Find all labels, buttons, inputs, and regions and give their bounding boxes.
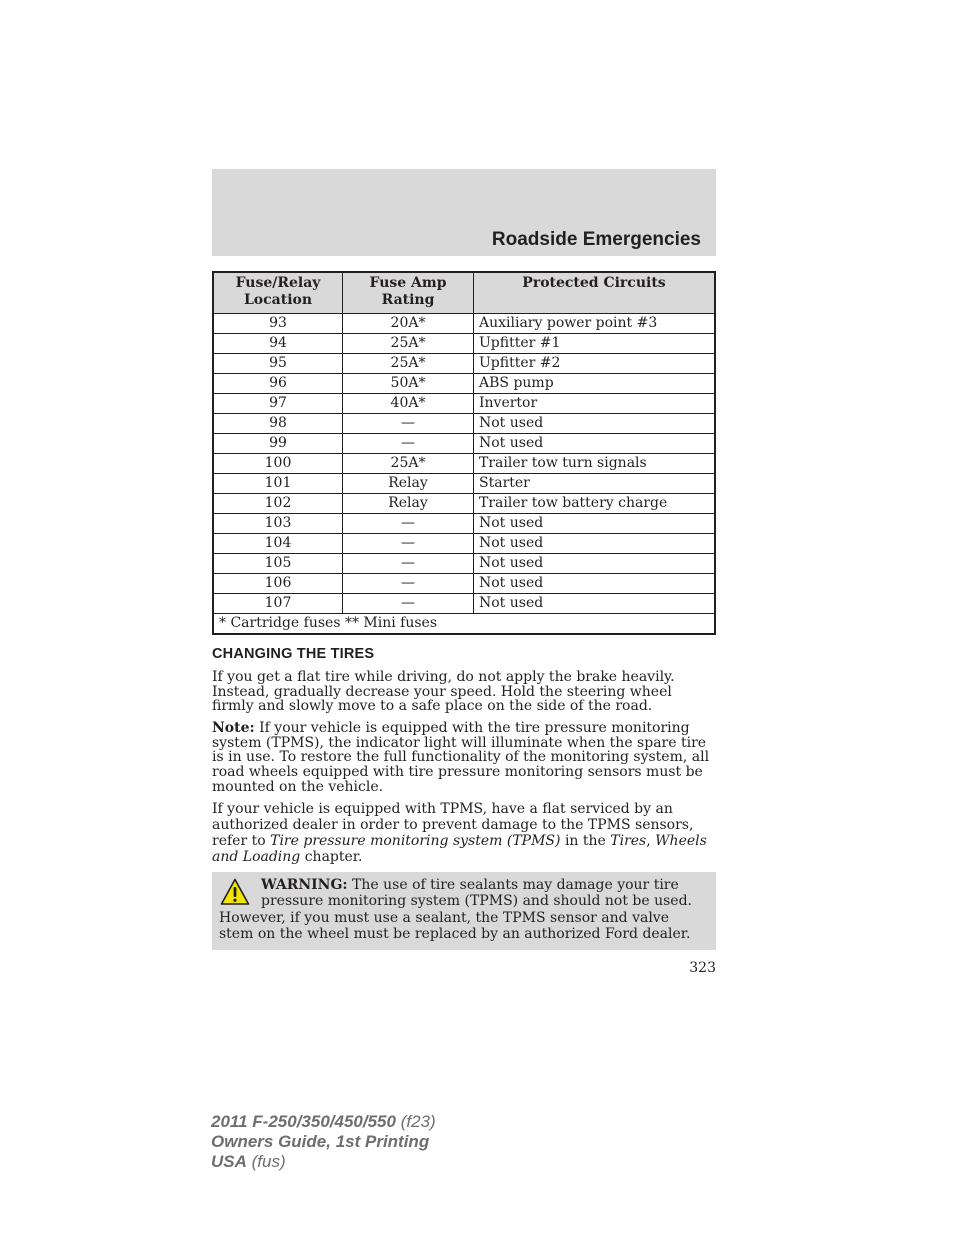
paragraph-tpms-service: If your vehicle is equipped with TPMS, have a flat serviced by an authorized dealer in order to prevent damage to the TPMS sensors, refer to Tire pressure monitoring system (TPMS) in the Tires, Wheels and Loading chapter. bbox=[212, 801, 707, 865]
cell-protected-circuit: Not used bbox=[474, 514, 716, 534]
cell-amp-rating: — bbox=[343, 574, 474, 594]
cell-protected-circuit: Starter bbox=[474, 474, 716, 494]
table-row bbox=[213, 454, 715, 474]
warning-label: WARNING: bbox=[261, 877, 348, 893]
cell-amp-rating: — bbox=[343, 594, 474, 614]
reference-wheels-loading: Wheels and Loading bbox=[212, 833, 707, 865]
cell-protected-circuit: Upfitter #2 bbox=[474, 354, 716, 374]
cell-location: 102 bbox=[213, 494, 343, 514]
table-row bbox=[213, 514, 715, 534]
cell-amp-rating: 40A* bbox=[343, 394, 474, 414]
cell-amp-rating: Relay bbox=[343, 474, 474, 494]
table-row bbox=[213, 414, 715, 434]
table-row bbox=[213, 554, 715, 574]
cell-protected-circuit: Not used bbox=[474, 534, 716, 554]
table-row bbox=[213, 314, 715, 334]
section-header-band bbox=[212, 169, 716, 256]
cell-amp-rating: — bbox=[343, 434, 474, 454]
column-header-protected-circuits: Protected Circuits bbox=[474, 272, 716, 314]
cell-protected-circuit: ABS pump bbox=[474, 374, 716, 394]
cell-location: 99 bbox=[213, 434, 343, 454]
table-row bbox=[213, 534, 715, 554]
fuse-table bbox=[212, 271, 716, 635]
column-header-amp-rating: Fuse Amp Rating bbox=[343, 272, 474, 314]
reference-tpms: Tire pressure monitoring system (TPMS) bbox=[270, 833, 561, 849]
cell-location: 94 bbox=[213, 334, 343, 354]
cell-protected-circuit: Invertor bbox=[474, 394, 716, 414]
cell-amp-rating: — bbox=[343, 534, 474, 554]
cell-location: 100 bbox=[213, 454, 343, 474]
cell-amp-rating: 25A* bbox=[343, 454, 474, 474]
cell-location: 107 bbox=[213, 594, 343, 614]
cell-amp-rating: 20A* bbox=[343, 314, 474, 334]
cell-location: 96 bbox=[213, 374, 343, 394]
cell-location: 105 bbox=[213, 554, 343, 574]
table-row bbox=[213, 374, 715, 394]
section-title: Roadside Emergencies bbox=[491, 229, 701, 250]
table-row bbox=[213, 354, 715, 374]
cell-protected-circuit: Trailer tow turn signals bbox=[474, 454, 716, 474]
paragraph-note bbox=[212, 721, 716, 795]
cell-amp-rating: 50A* bbox=[343, 374, 474, 394]
section-heading: CHANGING THE TIRES bbox=[212, 646, 375, 662]
cell-location: 103 bbox=[213, 514, 343, 534]
cell-protected-circuit: Not used bbox=[474, 414, 716, 434]
page-number: 323 bbox=[689, 960, 716, 976]
note-label: Note: bbox=[212, 720, 255, 736]
cell-amp-rating: Relay bbox=[343, 494, 474, 514]
cell-location: 101 bbox=[213, 474, 343, 494]
cell-protected-circuit: Not used bbox=[474, 434, 716, 454]
cell-location: 95 bbox=[213, 354, 343, 374]
warning-box bbox=[212, 872, 716, 950]
cell-location: 104 bbox=[213, 534, 343, 554]
warning-text: WARNING: The use of tire sealants may damage your tire pressure monitoring system (TPMS) and should not be used. However, if you must use a sealant, the TPMS sensor and valve stem on the wheel must be replaced by an authorized Ford dealer. bbox=[219, 877, 693, 942]
cell-location: 106 bbox=[213, 574, 343, 594]
table-row bbox=[213, 594, 715, 614]
cell-protected-circuit: Not used bbox=[474, 594, 716, 614]
cell-protected-circuit: Not used bbox=[474, 554, 716, 574]
table-row bbox=[213, 334, 715, 354]
table-row bbox=[213, 394, 715, 414]
cell-amp-rating: 25A* bbox=[343, 334, 474, 354]
document-footer: 2011 F-250/350/450/550 (f23) Owners Guide, 1st Printing USA (fus) bbox=[211, 1112, 436, 1171]
table-row bbox=[213, 494, 715, 514]
cell-location: 97 bbox=[213, 394, 343, 414]
cell-amp-rating: — bbox=[343, 514, 474, 534]
cell-amp-rating: — bbox=[343, 414, 474, 434]
note-text: If your vehicle is equipped with the tire pressure monitoring system (TPMS), the indicator light will illuminate when the spare tire is in use. To restore the full functionality of the monitoring system, all road wheels equipped with tire pressure monitoring sensors must be mounted on the vehicle. bbox=[212, 720, 710, 795]
table-row bbox=[213, 434, 715, 454]
cell-protected-circuit: Not used bbox=[474, 574, 716, 594]
cell-location: 93 bbox=[213, 314, 343, 334]
cell-amp-rating: 25A* bbox=[343, 354, 474, 374]
table-footnote-row bbox=[213, 614, 715, 635]
table-row bbox=[213, 474, 715, 494]
reference-tires: Tires bbox=[610, 833, 647, 849]
paragraph-flat-tire: If you get a flat tire while driving, do not apply the brake heavily. Instead, gradually decrease your speed. Hold the steering wheel firmly and slowly move to a safe place on the side of the road. bbox=[212, 669, 675, 715]
cell-protected-circuit: Auxiliary power point #3 bbox=[474, 314, 716, 334]
cell-protected-circuit: Upfitter #1 bbox=[474, 334, 716, 354]
cell-protected-circuit: Trailer tow battery charge bbox=[474, 494, 716, 514]
cell-amp-rating: — bbox=[343, 554, 474, 574]
table-header-row bbox=[213, 272, 715, 314]
cell-location: 98 bbox=[213, 414, 343, 434]
column-header-location: Fuse/Relay Location bbox=[213, 272, 343, 314]
table-footnote: * Cartridge fuses ** Mini fuses bbox=[213, 614, 715, 635]
table-row bbox=[213, 574, 715, 594]
